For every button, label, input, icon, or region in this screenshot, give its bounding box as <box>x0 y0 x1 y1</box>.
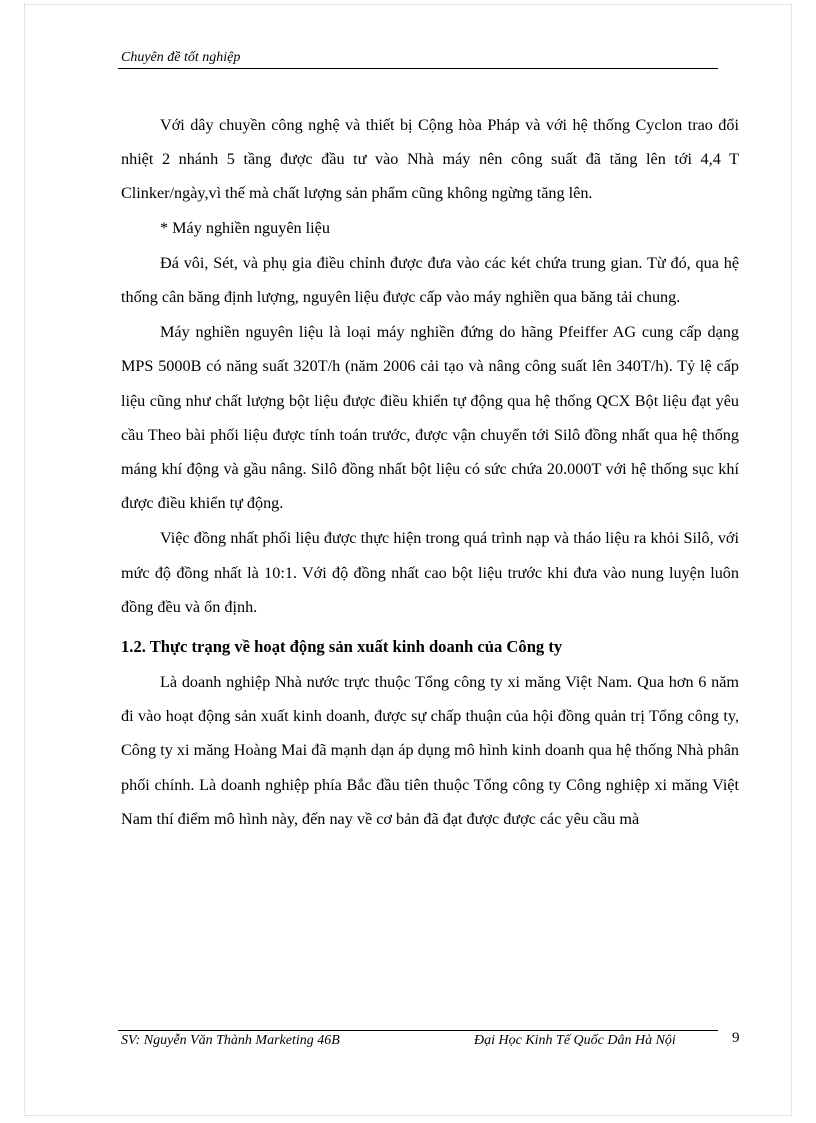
header-divider <box>118 68 718 69</box>
paragraph: Với dây chuyền công nghệ và thiết bị Cộng hòa Pháp và với hệ thống Cyclon trao đổi nhiệt 2 nhánh 5 tầng được đầu tư vào Nhà máy nên công suất đã tăng lên tới 4,4 T Clinker/ngày,vì thế mà chất lượng sản phẩm cũng không ngừng tăng lên. <box>121 116 739 203</box>
document-body <box>121 108 739 836</box>
footer-author: SV: Nguyễn Văn Thành Marketing 46B <box>121 1033 340 1048</box>
bullet-heading: * Máy nghiền nguyên liệu <box>160 218 330 237</box>
footer-university: Đại Học Kinh Tế Quốc Dân Hà Nội <box>474 1033 676 1048</box>
paragraph: Là doanh nghiệp Nhà nước trực thuộc Tổng công ty xi măng Việt Nam. Qua hơn 6 năm đi vào hoạt động sản xuất kinh doanh, được sự chấp thuận của hội đồng quản trị Tổng công ty, Công ty xi măng Hoàng Mai đã mạnh dạn áp dụng mô hình kinh doanh qua hệ thống Nhà phân phối chính. Là doanh nghiệp phía Bắc đầu tiên thuộc Tổng công ty Công nghiệp xi măng Việt Nam thí điểm mô hình này, đến nay về cơ bản đã đạt được được các yêu cầu mà <box>121 673 739 828</box>
paragraph: Việc đồng nhất phối liệu được thực hiện trong quá trình nạp và tháo liệu ra khỏi Silô, với mức độ đồng nhất là 10:1. Với độ đồng nhất cao bột liệu trước khi đưa vào nung luyện luôn đồng đều và ổn định. <box>121 529 739 616</box>
footer-divider <box>118 1030 718 1031</box>
paragraph: Đá vôi, Sét, và phụ gia điều chỉnh được đưa vào các két chứa trung gian. Từ đó, qua hệ thống cân băng định lượng, nguyên liệu được cấp vào máy nghiền qua băng tải chung. <box>121 253 739 307</box>
section-heading: 1.2. Thực trạng về hoạt động sản xuất kinh doanh của Công ty <box>121 637 563 657</box>
page-number: 9 <box>732 1030 740 1046</box>
page-header: Chuyên đề tốt nghiệp <box>121 50 241 65</box>
paragraph: Máy nghiền nguyên liệu là loại máy nghiền đứng do hãng Pfeiffer AG cung cấp dạng MPS 5000B có năng suất 320T/h (năm 2006 cải tạo và nâng công suất lên 340T/h). Tỷ lệ cấp liệu cũng như chất lượng bột liệu được điều khiển tự động qua hệ thống QCX Bột liệu đạt yêu cầu Theo bài phối liệu được tính toán trước, được vận chuyển tới Silô đồng nhất qua hệ thống máng khí động và gầu nâng. Silô đồng nhất bột liệu có sức chứa 20.000T với hệ thống sục khí được điều khiển tự động. <box>121 323 739 513</box>
